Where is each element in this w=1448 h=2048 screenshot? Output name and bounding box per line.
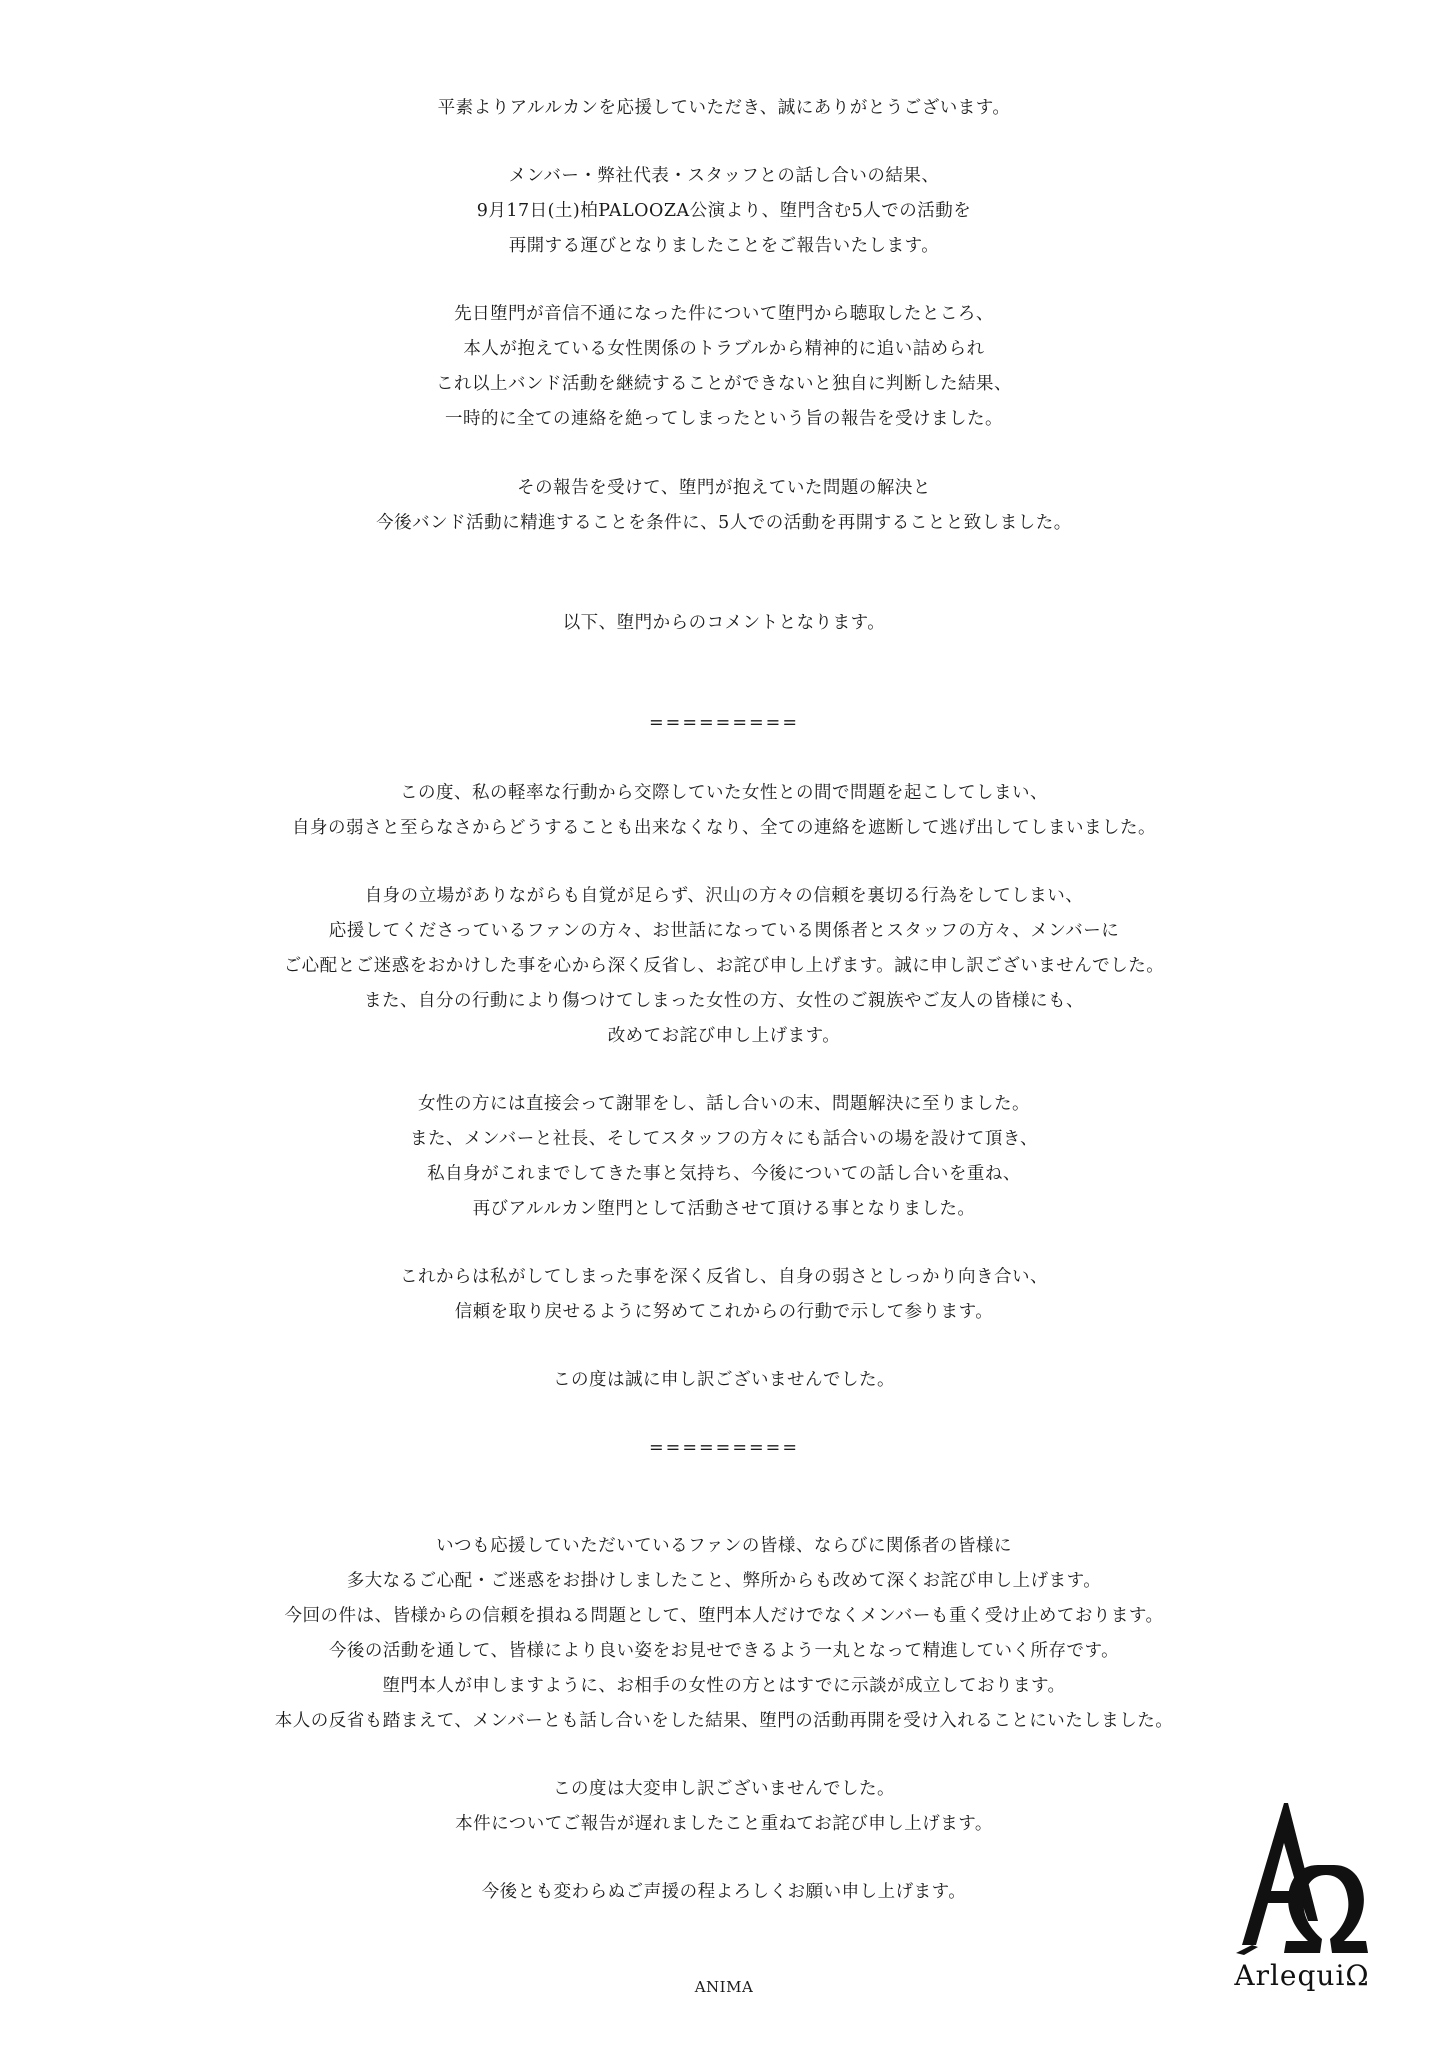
company-line: 今回の件は、皆様からの信頼を損ねる問題として、堕門本人だけでなくメンバーも重く受け止めております。 [284,1606,1164,1626]
comment-line: また、メンバーと社長、そしてスタッフの方々にも話合いの場を設けて頂き、 [409,1129,1039,1149]
company-line: 本人の反省も踏まえて、メンバーとも話し合いをした結果、堕門の活動再開を受け入れることにいたしました。 [274,1711,1174,1731]
comment-line: 自身の弱さと至らなさからどうすることも出来なくなり、全ての連絡を遮断して逃げ出してしまいました。 [292,818,1156,838]
signature: ANIMA [694,1978,754,1996]
logo-symbol-icon [1222,1795,1382,1960]
comment-line: この度は誠に申し訳ございませんでした。 [553,1370,895,1390]
company-line: 堕門本人が申しますように、お相手の女性の方とはすでに示談が成立しております。 [382,1676,1066,1696]
greeting-text: 平素よりアルルカンを応援していただき、誠にありがとうございます。 [437,98,1011,118]
comment-line: 信頼を取り戻せるように努めてこれからの行動で示して参ります。 [454,1302,994,1322]
comment-line: 私自身がこれまでしてきた事と気持ち、今後についての話し合いを重ね、 [427,1164,1021,1184]
company-line: この度は大変申し訳ございませんでした。 [553,1779,895,1799]
company-line: 本件についてご報告が遅れましたこと重ねてお詫び申し上げます。 [455,1814,993,1834]
divider: ========= [649,1438,799,1458]
comment-line: 自身の立場がありながらも自覚が足らず、沢山の方々の信頼を裏切る行為をしてしまい、 [364,886,1084,906]
comment-line: これからは私がしてしまった事を深く反省し、自身の弱さとしっかり向き合い、 [400,1267,1048,1287]
comment-line: 再びアルルカン堕門として活動させて頂ける事となりました。 [472,1199,976,1219]
comment-intro: 以下、堕門からのコメントとなります。 [562,613,886,633]
background-line: 一時的に全ての連絡を絶ってしまったという旨の報告を受けました。 [445,409,1003,429]
announcement-line: 再開する運びとなりましたことをご報告いたします。 [508,236,940,256]
comment-line: 女性の方には直接会って謝罪をし、話し合いの末、問題解決に至りました。 [418,1094,1030,1114]
announcement-line: 9月17日(土)柏PALOOZA公演より、堕門含む5人での活動を [476,201,972,221]
comment-line: この度、私の軽率な行動から交際していた女性との間で問題を起こしてしまい、 [400,783,1048,803]
comment-line: ご心配とご迷惑をおかけした事を心から深く反省し、お詫び申し上げます。誠に申し訳ございませんでした。 [283,956,1165,976]
background-line: これ以上バンド活動を継続することができないと独自に判断した結果、 [436,374,1012,394]
company-line: 今後とも変わらぬご声援の程よろしくお願い申し上げます。 [481,1882,967,1902]
comment-line: 応援してくださっているファンの方々、お世話になっている関係者とスタッフの方々、メンバーに [328,921,1120,941]
decision-line: その報告を受けて、堕門が抱えていた問題の解決と [517,478,931,498]
background-line: 先日堕門が音信不通になった件について堕門から聴取したところ、 [454,304,994,324]
company-line: 多大なるご心配・ご迷惑をお掛けしましたこと、弊所からも改めて深くお詫び申し上げます。 [346,1571,1102,1591]
background-line: 本人が抱えている女性関係のトラブルから精神的に追い詰められ [463,339,985,359]
comment-line: 改めてお詫び申し上げます。 [607,1026,841,1046]
company-line: 今後の活動を通して、皆様により良い姿をお見せできるよう一丸となって精進していく所存です。 [328,1641,1120,1661]
divider: ========= [649,713,799,733]
decision-line: 今後バンド活動に精進することを条件に、5人での活動を再開することと致しました。 [376,513,1072,533]
arlequin-logo [1222,1795,1382,1995]
company-line: いつも応援していただいているファンの皆様、ならびに関係者の皆様に [436,1536,1012,1556]
logo-wordmark: ArlequiΩ [1234,1959,1370,1992]
comment-line: また、自分の行動により傷つけてしまった女性の方、女性のご親族やご友人の皆様にも、 [364,991,1084,1011]
announcement-line: メンバー・弊社代表・スタッフとの話し合いの結果、 [508,166,940,186]
